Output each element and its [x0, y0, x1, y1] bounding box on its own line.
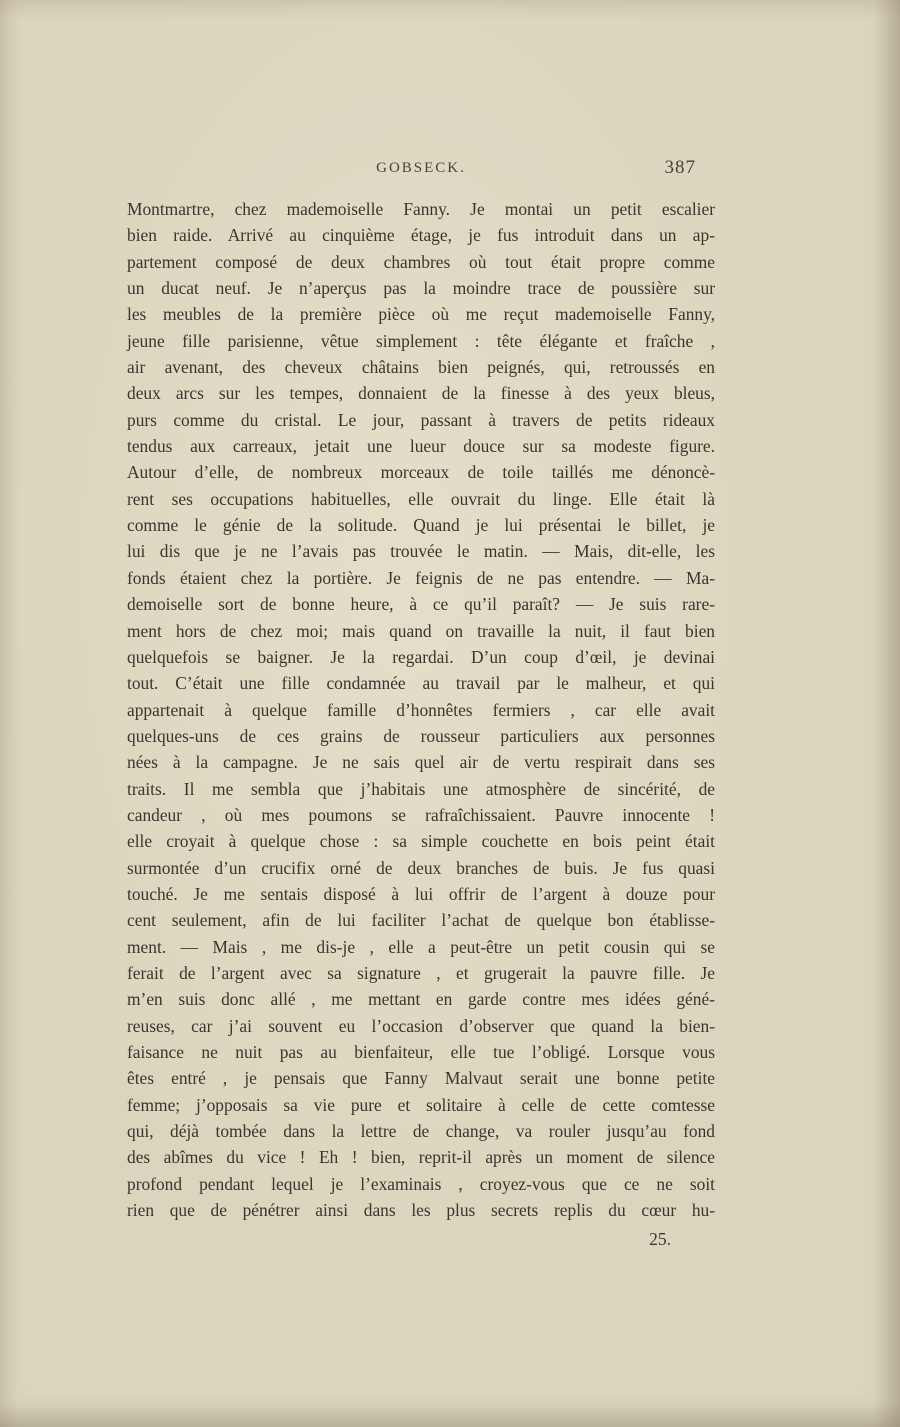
text-line: lui dis que je ne l’avais pas trouvée le matin. — Mais, dit-elle, les	[127, 541, 715, 562]
text-line: Montmartre, chez mademoiselle Fanny. Je montai un petit escalier	[127, 199, 715, 219]
text-line: quelquefois se baigner. Je la regardai. D’un coup d’œil, je devinai	[127, 646, 715, 667]
page-number: 387	[664, 157, 696, 178]
text-line: ferait de l’argent avec sa signature , et grugerait la pauvre fille. Je	[127, 962, 715, 983]
text-line: candeur , où mes poumons se rafraîchissaient. Pauvre innocente !	[127, 804, 715, 825]
text-line: air avenant, des cheveux châtains bien peignés, qui, retroussés en	[127, 357, 715, 378]
text-line: appartenait à quelque famille d’honnêtes fermiers , car elle avait	[127, 699, 715, 720]
text-line: bien raide. Arrivé au cinquième étage, je fus introduit dans un ap-	[127, 225, 715, 246]
text-line: quelques-uns de ces grains de rousseur particuliers aux personnes	[127, 725, 715, 746]
text-line: surmontée d’un crucifix orné de deux branches de buis. Je fus quasi	[127, 857, 715, 878]
page-header-title: GOBSECK.	[376, 160, 466, 176]
text-line: comme le génie de la solitude. Quand je lui présentai le billet, je	[127, 515, 715, 536]
text-line: demoiselle sort de bonne heure, à ce qu’il paraît? — Je suis rare-	[127, 594, 715, 615]
text-line: qui, déjà tombée dans la lettre de change, va rouler jusqu’au fond	[127, 1121, 715, 1142]
text-line: jeune fille parisienne, vêtue simplement : tête élégante et fraîche ,	[127, 330, 715, 351]
text-line: partement composé de deux chambres où tout était propre comme	[127, 251, 715, 272]
text-line: cent seulement, afin de lui faciliter l’achat de quelque bon établisse-	[127, 910, 715, 931]
text-line: faisance ne nuit pas au bienfaiteur, elle tue l’obligé. Lorsque vous	[127, 1042, 715, 1062]
running-head	[128, 157, 714, 186]
text-line: ment hors de chez moi; mais quand on travaille la nuit, il faut bien	[127, 620, 715, 641]
text-line: touché. Je me sentais disposé à lui offrir de l’argent à douze pour	[127, 883, 715, 904]
text-line: deux arcs sur les tempes, donnaient de la finesse à des yeux bleus,	[127, 383, 715, 404]
text-line: les meubles de la première pièce où me reçut mademoiselle Fanny,	[127, 304, 715, 325]
text-line: tendus aux carreaux, jetait une lueur douce sur sa modeste figure.	[127, 436, 715, 457]
text-line: fonds étaient chez la portière. Je feignis de ne pas entendre. — Ma-	[127, 567, 715, 588]
text-line: êtes entré , je pensais que Fanny Malvaut serait une bonne petite	[127, 1068, 715, 1089]
text-block	[127, 196, 715, 1223]
text-line: rent ses occupations habituelles, elle ouvrait du linge. Elle était là	[127, 488, 715, 509]
text-line: nées à la campagne. Je ne sais quel air de vertu respirait dans ses	[127, 752, 715, 773]
text-line: un ducat neuf. Je n’aperçus pas la moindre trace de poussière sur	[127, 278, 715, 299]
text-line: ment. — Mais , me dis-je , elle a peut-être un petit cousin qui se	[127, 936, 715, 957]
text-line: des abîmes du vice ! Eh ! bien, reprit-il après un moment de silence	[127, 1147, 715, 1168]
text-line: tout. C’était une fille condamnée au travail par le malheur, et qui	[127, 673, 715, 694]
text-line: reuses, car j’ai souvent eu l’occasion d’observer que quand la bien-	[127, 1015, 715, 1036]
text-line: rien que de pénétrer ainsi dans les plus secrets replis du cœur hu-	[127, 1200, 715, 1221]
text-line: Autour d’elle, de nombreux morceaux de toile taillés me dénoncè-	[127, 462, 715, 483]
text-line: m’en suis donc allé , me mettant en garde contre mes idées géné-	[127, 989, 715, 1010]
text-line: traits. Il me sembla que j’habitais une atmosphère de sincérité, de	[127, 778, 715, 799]
text-line: purs comme du cristal. Le jour, passant à travers de petits rideaux	[127, 409, 715, 430]
sheet-signature: 25.	[649, 1229, 671, 1249]
text-line: femme; j’opposais sa vie pure et solitaire à celle de cette comtesse	[127, 1094, 715, 1115]
text-line: elle croyait à quelque chose : sa simple couchette en bois peint était	[127, 831, 715, 852]
text-line: profond pendant lequel je l’examinais , croyez-vous que ce ne soit	[127, 1173, 715, 1194]
